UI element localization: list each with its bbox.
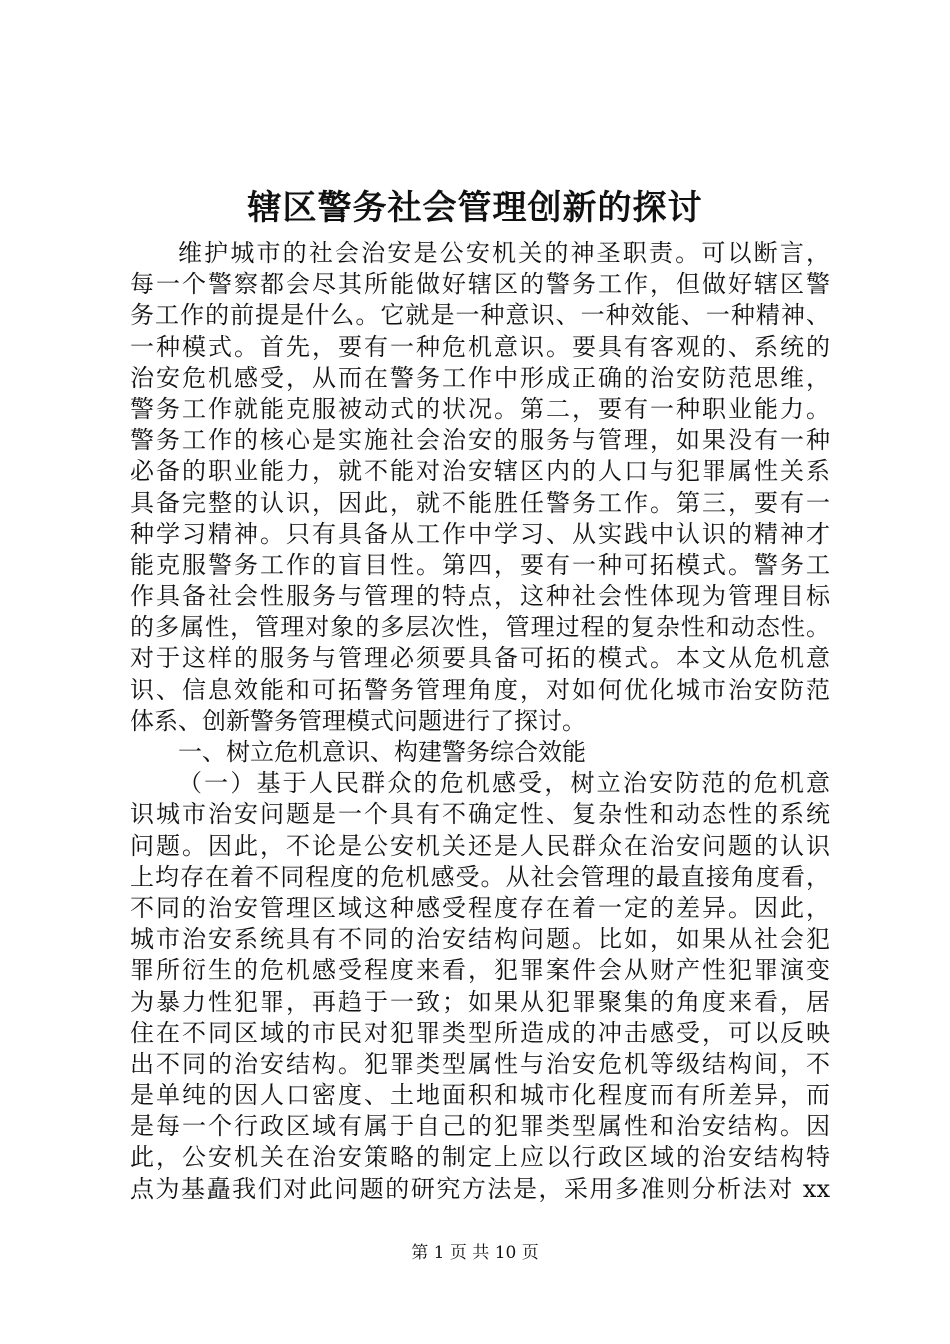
- text-line: 识、信息效能和可拓警务管理角度，对如何优化城市治安防范: [130, 675, 830, 704]
- document-title: 辖区警务社会管理创新的探讨: [247, 188, 703, 228]
- text-line: 作具备社会性服务与管理的特点，这种社会性体现为管理目标: [130, 582, 830, 611]
- text-line: 体系、创新警务管理模式问题进行了探讨。: [130, 706, 586, 735]
- heading-line: 一、树立危机意识、构建警务综合效能: [178, 738, 586, 766]
- text-line: 能克服警务工作的盲目性。第四，要有一种可拓模式。警务工: [130, 550, 830, 579]
- text-line: 对于这样的服务与管理必须要具备可拓的模式。本文从危机意: [130, 644, 830, 673]
- paragraph-intro: [130, 238, 830, 737]
- text-line: 具备完整的认识，因此，就不能胜任警务工作。第三，要有一: [130, 488, 830, 517]
- text-line: 一种模式。首先，要有一种危机意识。要具有客观的、系统的: [130, 332, 830, 361]
- text-line: 城市治安系统具有不同的治安结构问题。比如，如果从社会犯: [130, 925, 830, 954]
- text-line: 务工作的前提是什么。它就是一种意识、一种效能、一种精神、: [130, 301, 830, 330]
- text-line: 警务工作就能克服被动式的状况。第二，要有一种职业能力。: [130, 394, 830, 423]
- text-line: （一）基于人民群众的危机感受，树立治安防范的危机意: [178, 769, 830, 798]
- section-heading: [130, 737, 830, 768]
- text-line: 此，公安机关在治安策略的制定上应以行政区域的治安结构特: [130, 1143, 830, 1172]
- text-line: 住在不同区域的市民对犯罪类型所造成的冲击感受，可以反映: [130, 1018, 830, 1047]
- text-line: 每一个警察都会尽其所能做好辖区的警务工作，但做好辖区警: [130, 270, 830, 299]
- text-line: 出不同的治安结构。犯罪类型属性与治安危机等级结构间，不: [130, 1049, 830, 1078]
- text-line: 不同的治安管理区域这种感受程度存在着一定的差异。因此，: [130, 893, 830, 922]
- text-line: 必备的职业能力，就不能对治安辖区内的人口与犯罪属性关系: [130, 457, 830, 486]
- document-body: [130, 238, 830, 1205]
- text-line: 问题。因此，不论是公安机关还是人民群众在治安问题的认识: [130, 831, 830, 860]
- text-line: 识城市治安问题是一个具有不确定性、复杂性和动态性的系统: [130, 800, 830, 829]
- text-line: 上均存在着不同程度的危机感受。从社会管理的最直接角度看，: [130, 862, 830, 891]
- text-line: 的多属性，管理对象的多层次性，管理过程的复杂性和动态性。: [130, 613, 830, 642]
- text-line: 维护城市的社会治安是公安机关的神圣职责。可以断言，: [178, 239, 830, 267]
- text-line: 点为基矗我们对此问题的研究方法是，采用多准则分析法对 xx: [130, 1174, 830, 1203]
- text-line: 罪所衍生的危机感受程度来看，犯罪案件会从财产性犯罪演变: [130, 956, 830, 985]
- text-line: 是单纯的因人口密度、土地面积和城市化程度而有所差异，而: [130, 1081, 830, 1110]
- text-line: 警务工作的核心是实施社会治安的服务与管理，如果没有一种: [130, 426, 830, 455]
- text-line: 种学习精神。只有具备从工作中学习、从实践中认识的精神才: [130, 519, 830, 548]
- text-line: 治安危机感受，从而在警务工作中形成正确的治安防范思维，: [130, 363, 830, 392]
- page-footer: 第 1 页 共 10 页: [411, 1243, 539, 1263]
- text-line: 为暴力性犯罪，再趋于一致；如果从犯罪聚集的角度来看，居: [130, 987, 830, 1016]
- paragraph-subsection: [130, 768, 830, 1205]
- text-line: 是每一个行政区域有属于自己的犯罪类型属性和治安结构。因: [130, 1112, 830, 1141]
